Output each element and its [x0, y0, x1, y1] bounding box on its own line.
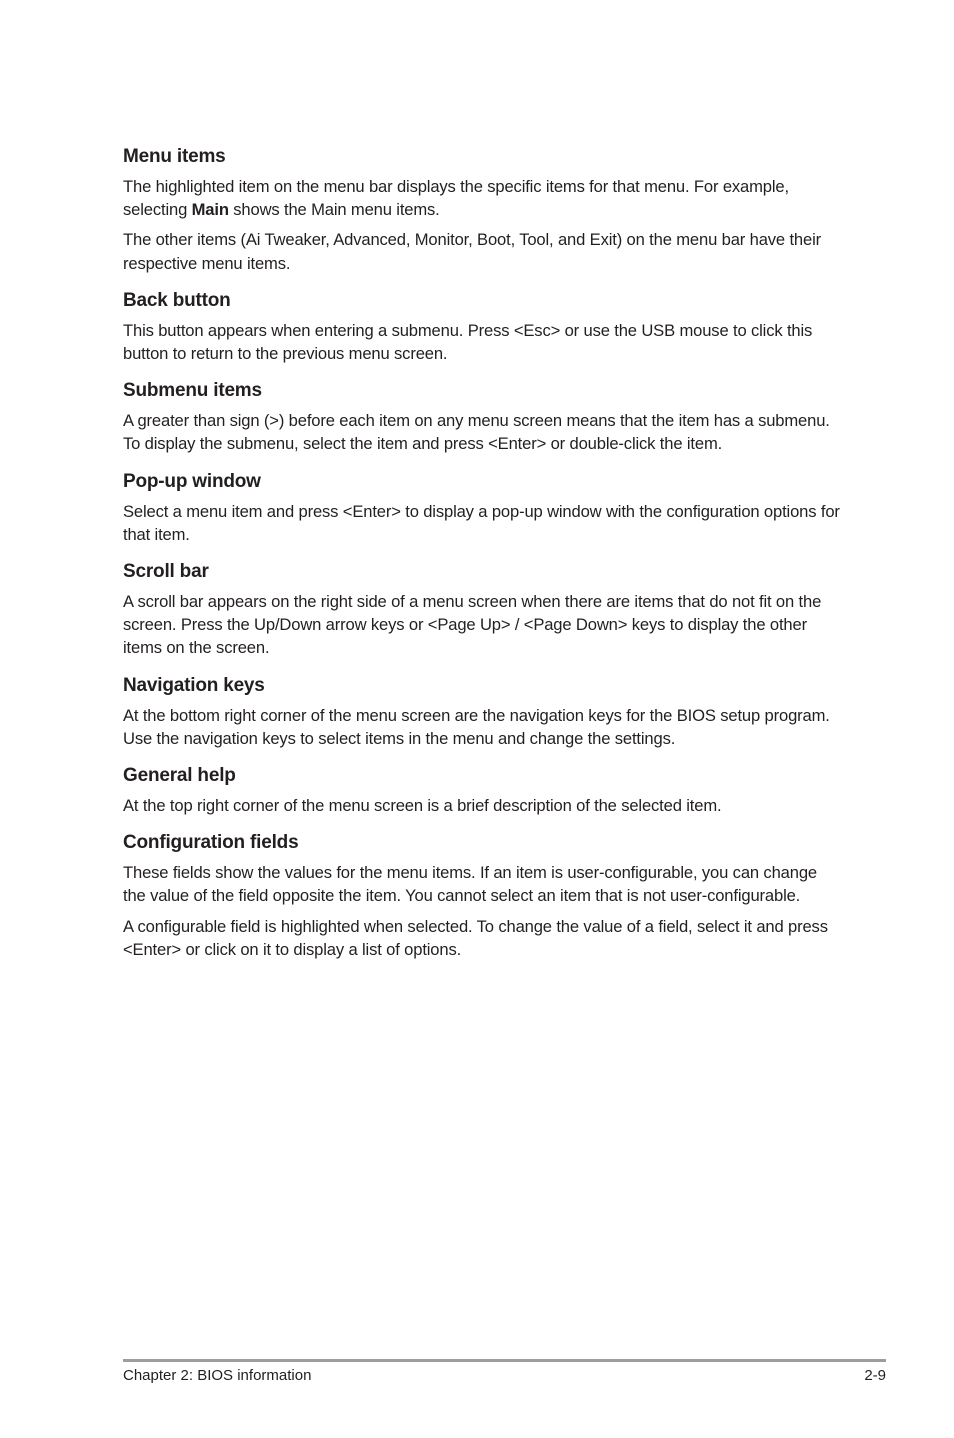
section-paragraph: Select a menu item and press <Enter> to display a pop-up window with the configuration options for that item. [123, 501, 840, 544]
section-heading: Menu items [123, 146, 226, 167]
section-paragraph: This button appears when entering a submenu. Press <Esc> or use the USB mouse to click this button to return to the previous menu screen. [123, 320, 813, 364]
footer-divider [123, 1359, 886, 1362]
section-paragraph: A scroll bar appears on the right side of a menu screen when there are items that do not fit on the screen. Press the Up/Down arrow keys or <Page Up> / <Page Down> keys to display the other items on the screen. [123, 592, 822, 658]
section-heading: Back button [123, 289, 231, 311]
section-paragraph: At the top right corner of the menu screen is a brief description of the selected item. [123, 796, 722, 816]
section-heading: Navigation keys [123, 674, 265, 696]
footer-chapter-title: Chapter 2: BIOS information [123, 1367, 312, 1384]
section-heading: Scroll bar [123, 561, 209, 583]
section-menu-items [123, 145, 843, 275]
section-popup-window [123, 470, 843, 546]
section-heading: General help [123, 765, 236, 787]
section-heading: Pop-up window [123, 470, 261, 492]
section-back-button [123, 289, 843, 365]
section-general-help [123, 764, 843, 817]
section-navigation-keys [123, 674, 843, 750]
section-scroll-bar [123, 560, 843, 660]
section-heading: Configuration fields [123, 832, 299, 854]
footer-page-number: 2-9 [864, 1367, 886, 1384]
section-paragraph [123, 175, 843, 221]
section-paragraph: These fields show the values for the menu items. If an item is user-configurable, you can change the value of the field opposite the item. You cannot select an item that is not user-configurable. [123, 863, 817, 906]
section-submenu-items [123, 379, 843, 455]
section-heading: Submenu items [123, 380, 262, 402]
section-paragraph: A greater than sign (>) before each item on any menu screen means that the item has a submenu. To display the submenu, select the item and press <Enter> or double-click the item. [123, 411, 830, 454]
section-paragraph: The other items (Ai Tweaker, Advanced, Monitor, Boot, Tool, and Exit) on the menu bar have their respective menu items. [123, 230, 821, 273]
paragraph-text: shows the Main menu items. [228, 200, 440, 220]
section-configuration-fields [123, 831, 843, 961]
paragraph-text: The highlighted item on the menu bar displays the specific items for that menu. For example, selecting [123, 177, 789, 220]
bold-term: Main [191, 200, 229, 220]
section-paragraph: At the bottom right corner of the menu screen are the navigation keys for the BIOS setup program. Use the navigation keys to select items in the menu and change the settings. [123, 705, 830, 748]
section-paragraph: A configurable field is highlighted when selected. To change the value of a field, select it and press <Enter> or click on it to display a list of options. [123, 916, 828, 959]
document-body [123, 145, 843, 968]
